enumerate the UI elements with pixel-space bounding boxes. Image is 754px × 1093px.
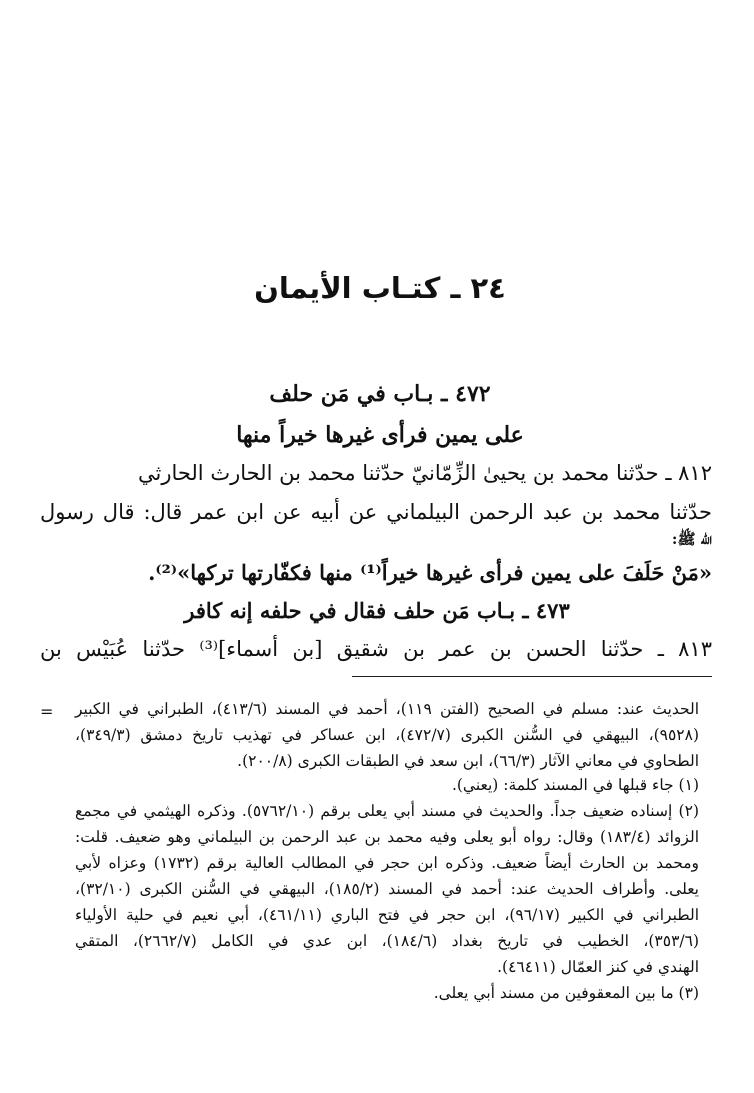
hadith-812-line-3: الله ﷺ: <box>671 530 712 548</box>
footnote-2-line: الزوائد (١٨٣/٤) وقال: رواه أبو يعلى وفيه محمد بن عبد الرحمن بن البيلماني وهو ضعيف. قلت: <box>75 828 699 846</box>
hadith-812-line-1: ٨١٢ ـ حدّثنا محمد بن يحيىٰ الزِّمّانيّ حدّثنا محمد بن الحارث الحارثي <box>137 461 712 485</box>
footnote-2-line: (٢) إسناده ضعيف جداً. والحديث في مسند أبي يعلى برقم (٥٧٦٢/١٠). وذكره الهيثمي في مجمع <box>75 802 699 820</box>
hadith-813-line-1: ٨١٣ ـ حدّثنا الحسن بن عمر بن شقيق [بن أسماء]⁽³⁾ حدّثنا عُبَيْس بن <box>40 637 712 661</box>
footnote-2-line: (٣٥٣/٦)، الخطيب في تاريخ بغداد (١٨٤/٦)، ابن عدي في الكامل (٢٦٦٢/٧)، المتقي <box>75 932 700 950</box>
footnote-2-line: الطبراني في الكبير (٩٦/١٧)، ابن حجر في فتح الباري (٤٦١/١١)، أبي نعيم في حلية الأولياء <box>75 906 699 924</box>
footnote-1: (١) جاء قبلها في المسند كلمة: (يعني). <box>451 776 699 794</box>
chapter-title: ٢٤ ـ كتـاب الأيمان <box>254 271 506 305</box>
hadith-812-matn: «مَنْ حَلَفَ على يمين فرأى غيرها خيراً⁽¹⁾ منها فكفّارتها تركها»⁽²⁾. <box>148 560 712 585</box>
footnote-2-line: الهندي في كنز العمّال (٤٦٤١١). <box>497 958 699 976</box>
footnote-continued-line: الحديث عند: مسلم في الصحيح (الفتن ١١٩)، أحمد في المسند (٤١٣/٦)، الطبراني في الكبير <box>75 700 700 718</box>
hadith-812-line-2: حدّثنا محمد بن عبد الرحمن البيلماني عن أبيه عن ابن عمر قال: قال رسول <box>40 500 712 524</box>
footnote-2-line: يعلى. وأطراف الحديث عند: أحمد في المسند (١٨٥/٢)، البيهقي في السُّنن الكبرى (٣٢/١٠)، <box>75 880 700 898</box>
section-473-heading: ٤٧٣ ـ بـاب مَن حلف فقال في حلفه إنه كافر <box>184 598 570 623</box>
footnote-divider <box>352 676 712 677</box>
section-472-heading: ٤٧٢ ـ بـاب في مَن حلف <box>269 381 491 407</box>
section-472-subheading: على يمين فرأى غيرها خيراً منها <box>236 422 524 448</box>
footnote-continuation-mark: = <box>40 702 54 721</box>
footnote-3: (٣) ما بين المعقوفين من مسند أبي يعلى. <box>433 984 699 1002</box>
footnote-continued-line: (٩٥٢٨)، البيهقي في السُّنن الكبرى (٤٧٢/٧)، ابن عساكر في تهذيب تاريخ دمشق (٣٤٩/٣)، <box>75 726 699 744</box>
footnote-continued-line: الطحاوي في معاني الآثار (٦٦/٣)، ابن سعد في الطبقات الكبرى (٢٠٠/٨). <box>237 752 699 770</box>
footnote-2-line: ومحمد بن الحارث أيضاً ضعيف. وذكره ابن حجر في المطالب العالية برقم (١٧٣٢) وعزاه لأبي <box>75 854 700 872</box>
